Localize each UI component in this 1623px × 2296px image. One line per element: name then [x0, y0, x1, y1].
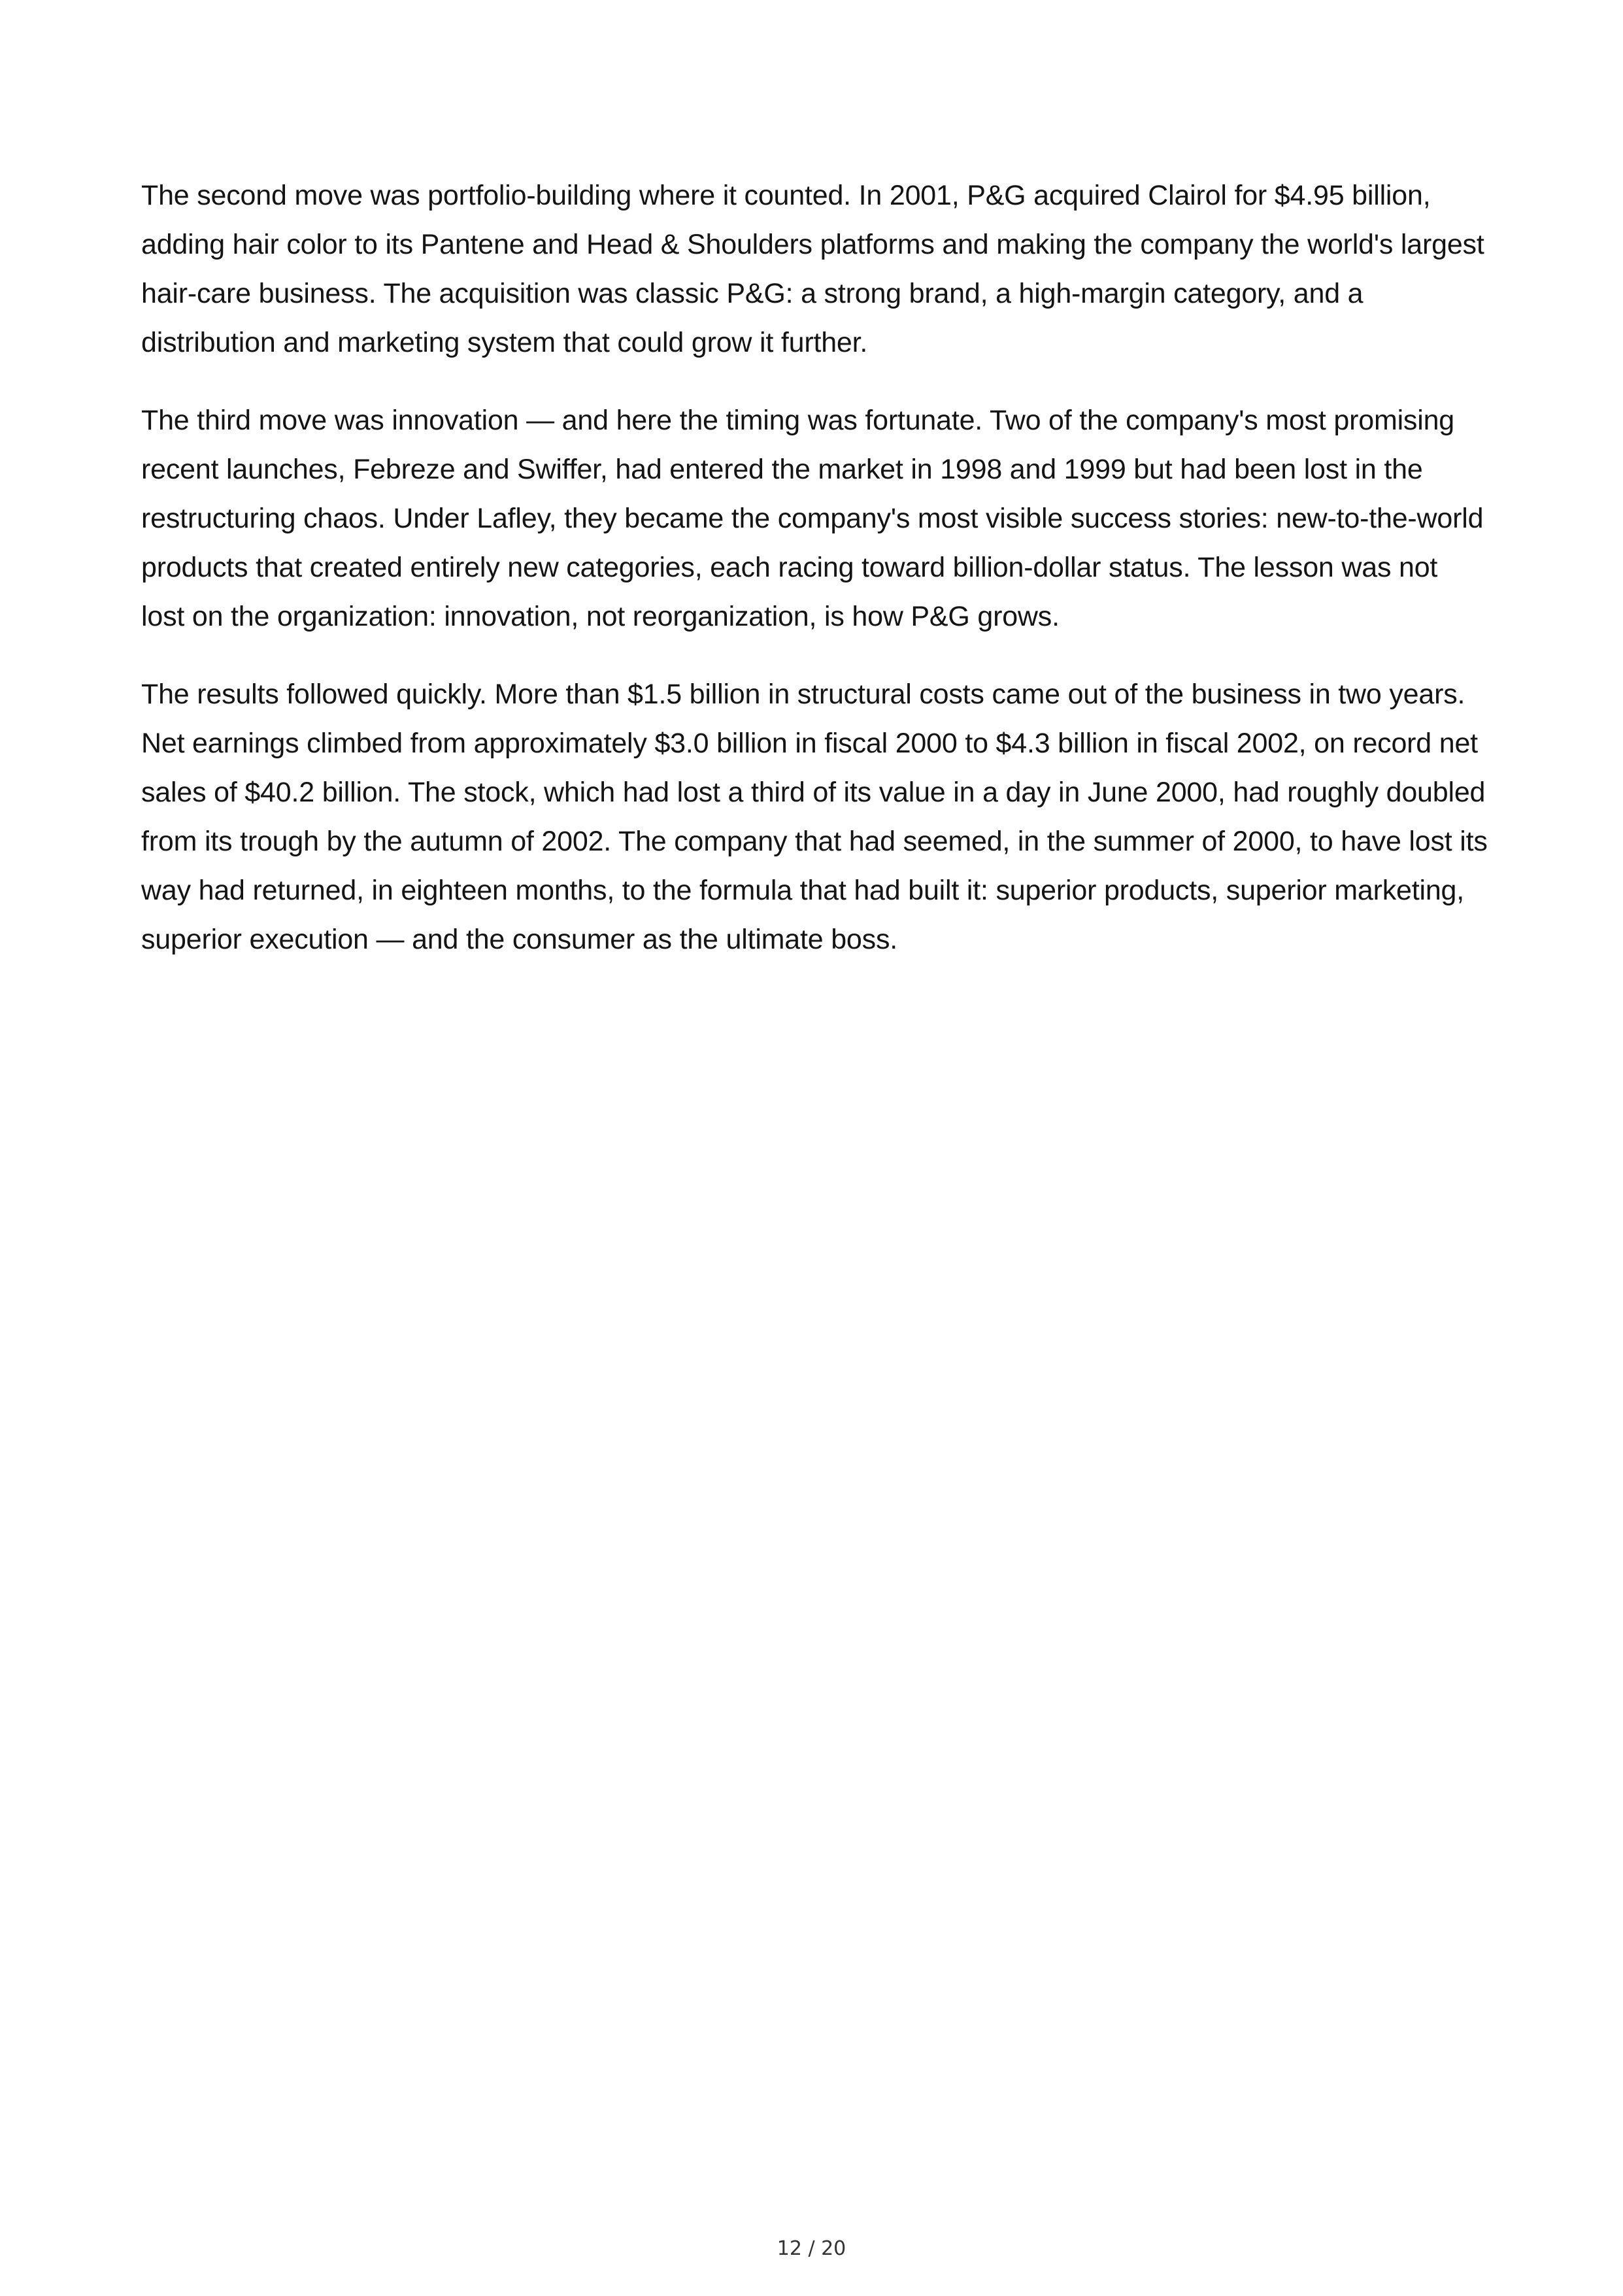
- paragraph-results: The results followed quickly. More than $1.5 billion in structural costs came out of the business in two years. Net earnings climbed from approximately $3.0 billion in fiscal 2000 to $4.3 billion in fiscal 2002, on record net sales of $40.2 billion. The stock, which had lost a third of its value in a day in June 2000, had roughly doubled from its trough by the autumn of 2002. The company that had seemed, in the summer of 2000, to have lost its way had returned, in eighteen months, to the formula that had built it: superior products, superior marketing, superior execution — and the consumer as the ultimate boss.: [141, 679, 1488, 955]
- paragraph-clairol-acquisition: The second move was portfolio-building where it counted. In 2001, P&G acquired Clairol for $4.95 billion, adding hair color to its Pantene and Head & Shoulders platforms and making the company the world's largest hair-care business. The acquisition was classic P&G: a strong brand, a high-margin category, and a distribution and marketing system that could grow it further.: [141, 180, 1484, 358]
- paragraph-innovation: The third move was innovation — and here the timing was fortunate. Two of the company's most promising recent launches, Febreze and Swiffer, had entered the market in 1998 and 1999 but had been lost in the restructuring chaos. Under Lafley, they became the company's most visible success stories: new-to-the-world products that created entirely new categories, each racing toward billion-dollar status. The lesson was not lost on the organization: innovation, not reorganization, is how P&G grows.: [141, 405, 1484, 632]
- document-body: [141, 171, 1488, 993]
- page-number: 12 / 20: [777, 2237, 846, 2260]
